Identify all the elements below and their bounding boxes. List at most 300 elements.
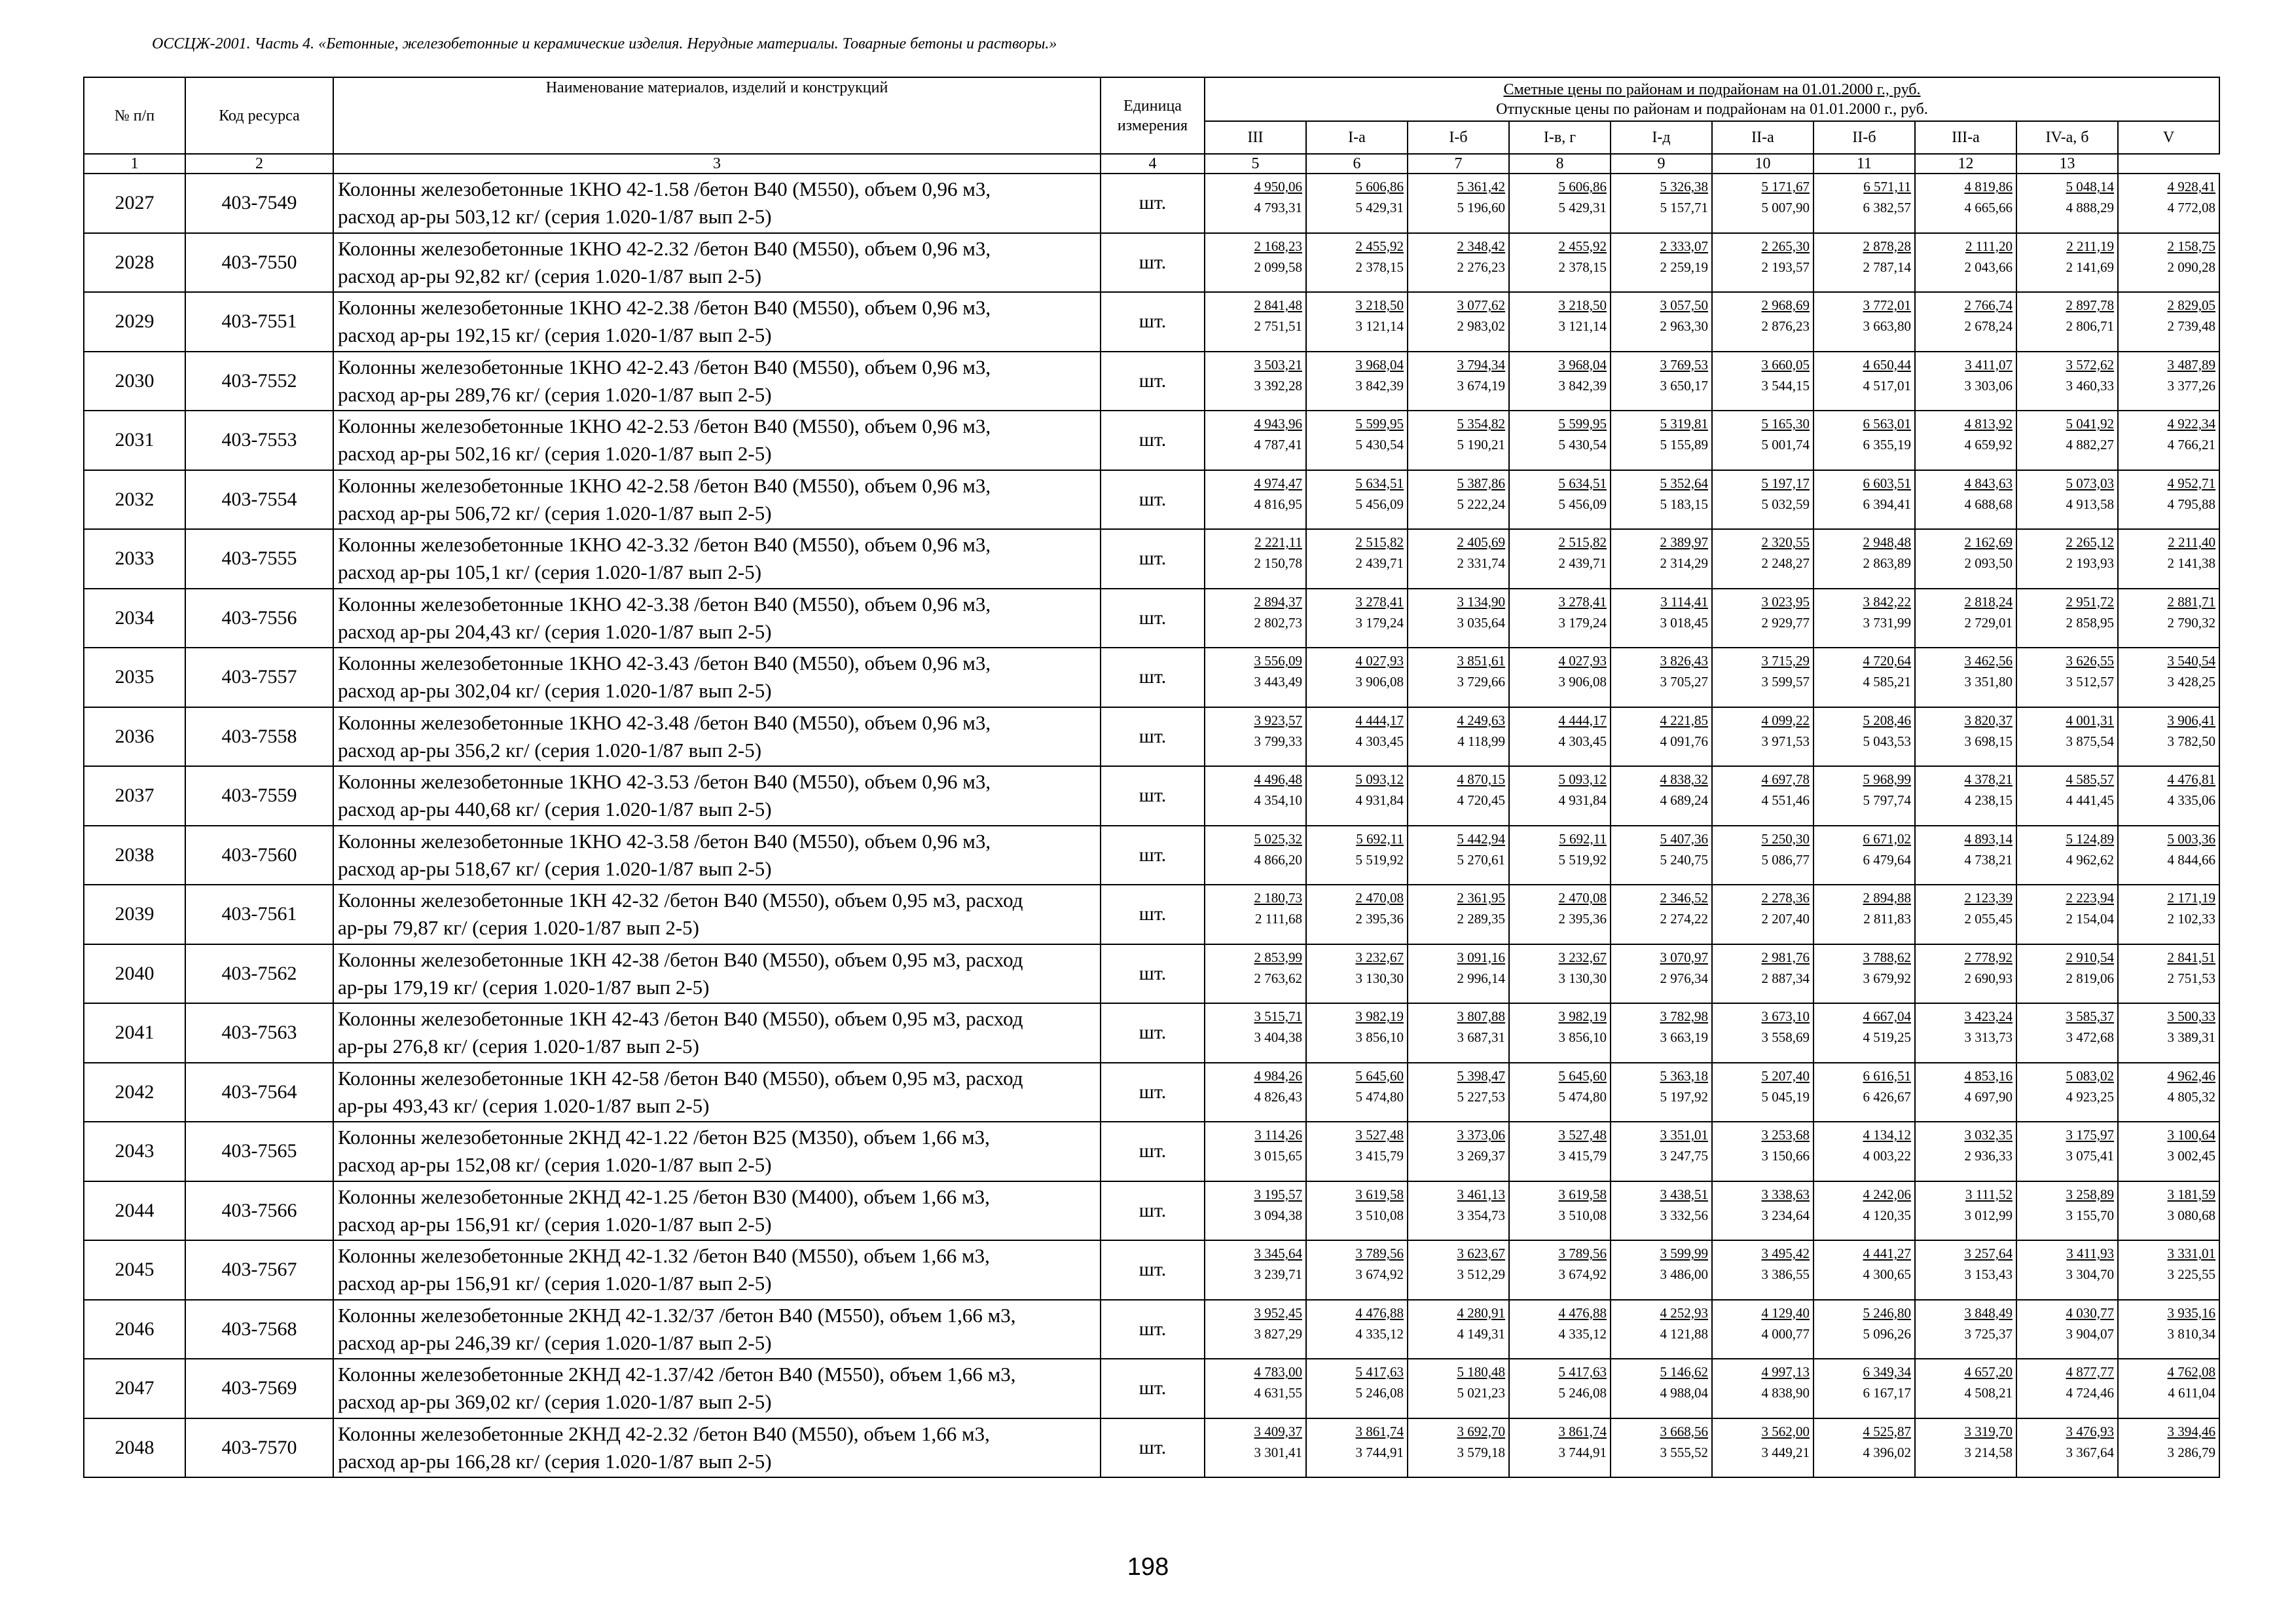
material-name-line2: расход ар-ры 246,39 кг/ (серия 1.020-1/87 вып 2-5) <box>338 1331 772 1354</box>
estimate-price: 4 762,08 <box>2167 1364 2215 1380</box>
resource-code: 403-7564 <box>185 1063 333 1122</box>
release-price: 2 395,36 <box>1558 911 1607 927</box>
price-cell <box>2118 1063 2219 1122</box>
release-price: 2 976,34 <box>1660 970 1708 986</box>
price-cell <box>1611 944 1712 1004</box>
price-cell <box>1611 885 1712 944</box>
estimate-price: 5 003,36 <box>2167 830 2215 847</box>
estimate-price: 2 766,74 <box>1964 297 2013 313</box>
estimate-price: 3 175,97 <box>2066 1127 2114 1143</box>
material-name <box>333 292 1101 352</box>
release-price: 3 130,30 <box>1558 970 1607 986</box>
price-cell <box>1205 1418 1306 1478</box>
material-name <box>333 174 1101 233</box>
column-index: 12 <box>1915 154 2016 174</box>
price-cell <box>2016 648 2118 707</box>
resource-code: 403-7559 <box>185 766 333 826</box>
estimate-price: 2 265,12 <box>2066 534 2114 550</box>
price-cell <box>1712 1359 1813 1418</box>
resource-code: 403-7565 <box>185 1122 333 1181</box>
estimate-price: 5 606,86 <box>1355 179 1404 194</box>
price-cell <box>1915 292 2016 352</box>
estimate-price: 3 331,01 <box>2167 1246 2215 1261</box>
release-price: 4 931,84 <box>1355 792 1404 808</box>
release-price: 2 929,77 <box>1761 614 1810 631</box>
release-price: 2 787,14 <box>1863 259 1911 275</box>
release-price: 3 729,66 <box>1457 674 1505 690</box>
estimate-price: 2 470,08 <box>1355 890 1404 906</box>
price-cell <box>1509 1003 1611 1063</box>
resource-code: 403-7550 <box>185 233 333 293</box>
release-price: 3 650,17 <box>1660 377 1708 394</box>
price-cell <box>1611 1418 1712 1478</box>
resource-code: 403-7561 <box>185 885 333 944</box>
table-row <box>84 529 2219 589</box>
release-price: 5 183,15 <box>1660 496 1708 512</box>
estimate-price: 5 968,99 <box>1863 771 1911 787</box>
material-name <box>333 1003 1101 1063</box>
price-cell <box>1712 1418 1813 1478</box>
estimate-price: 2 389,97 <box>1660 534 1708 550</box>
price-cell <box>1813 589 1915 648</box>
header-no: № п/п <box>84 77 185 154</box>
price-cell <box>1611 1122 1712 1181</box>
release-price: 3 512,57 <box>2066 674 2114 690</box>
table-row <box>84 1181 2219 1241</box>
estimate-price: 4 444,17 <box>1558 712 1607 728</box>
estimate-price: 5 692,11 <box>1559 830 1607 847</box>
price-cell <box>1408 944 1509 1004</box>
release-price: 5 196,60 <box>1457 200 1505 215</box>
release-price: 2 093,50 <box>1964 555 2013 571</box>
column-index: 6 <box>1306 154 1408 174</box>
price-cell <box>1915 707 2016 767</box>
estimate-price: 5 417,63 <box>1355 1364 1404 1380</box>
price-cell <box>1712 470 1813 530</box>
price-cell <box>1205 707 1306 767</box>
release-price: 3 472,68 <box>2066 1029 2114 1045</box>
price-cell <box>1915 470 2016 530</box>
estimate-price: 5 417,63 <box>1558 1364 1607 1380</box>
release-price: 3 392,28 <box>1254 377 1302 394</box>
price-cell <box>2016 1240 2118 1300</box>
release-price: 4 335,06 <box>2167 792 2215 808</box>
estimate-price: 2 910,54 <box>2066 949 2114 965</box>
release-price: 2 154,04 <box>2066 911 2114 927</box>
price-cell <box>2016 233 2118 293</box>
price-cell <box>1205 1122 1306 1181</box>
release-price: 3 460,33 <box>2066 377 2114 394</box>
price-cell <box>2016 766 2118 826</box>
price-cell <box>2016 826 2118 885</box>
material-name-line1: Колонны железобетонные 1КНО 42-3.53 /бетон В40 (М550), объем 0,96 м3, <box>338 770 991 794</box>
price-cell <box>1408 292 1509 352</box>
material-name-line1: Колонны железобетонные 2КНД 42-1.32/37 /бетон В40 (М550), объем 1,66 м3, <box>338 1303 1016 1327</box>
material-name <box>333 233 1101 293</box>
price-cell <box>1712 944 1813 1004</box>
price-cell <box>1408 1359 1509 1418</box>
price-cell <box>1813 529 1915 589</box>
release-price: 3 544,15 <box>1761 377 1810 394</box>
release-price: 3 404,38 <box>1254 1029 1302 1045</box>
release-price: 3 510,08 <box>1558 1207 1607 1223</box>
release-price: 2 739,48 <box>2167 318 2215 334</box>
estimate-price: 3 232,67 <box>1558 949 1607 965</box>
estimate-price: 3 438,51 <box>1660 1186 1708 1202</box>
release-price: 2 043,66 <box>1964 259 2013 275</box>
release-price: 3 904,07 <box>2066 1325 2114 1342</box>
region-header: II-б <box>1813 121 1915 154</box>
estimate-price: 4 720,64 <box>1863 653 1911 669</box>
estimate-price: 3 585,37 <box>2066 1008 2114 1024</box>
release-price: 2 811,83 <box>1863 911 1911 927</box>
price-cell <box>2118 766 2219 826</box>
estimate-price: 6 603,51 <box>1863 475 1911 491</box>
material-name-line2: ар-ры 79,87 кг/ (серия 1.020-1/87 вып 2-5) <box>338 916 700 940</box>
release-price: 4 805,32 <box>2167 1088 2215 1105</box>
release-price: 3 856,10 <box>1355 1029 1404 1045</box>
price-cell <box>1509 1122 1611 1181</box>
release-price: 3 744,91 <box>1355 1444 1404 1460</box>
price-cell <box>1306 1300 1408 1359</box>
estimate-price: 2 320,55 <box>1761 534 1810 550</box>
unit: шт. <box>1101 885 1205 944</box>
estimate-price: 3 500,33 <box>2167 1008 2215 1024</box>
release-price: 3 012,99 <box>1964 1207 2013 1223</box>
table-row <box>84 766 2219 826</box>
release-price: 4 738,21 <box>1964 851 2013 868</box>
resource-code: 403-7553 <box>185 411 333 470</box>
estimate-price: 6 616,51 <box>1863 1067 1911 1084</box>
release-price: 3 512,29 <box>1457 1266 1505 1282</box>
material-name-line2: расход ар-ры 166,28 кг/ (серия 1.020-1/87 вып 2-5) <box>338 1449 772 1473</box>
price-cell <box>1205 352 1306 411</box>
table-row <box>84 1122 2219 1181</box>
estimate-price: 3 373,06 <box>1457 1127 1505 1143</box>
table-row <box>84 1003 2219 1063</box>
unit: шт. <box>1101 1003 1205 1063</box>
estimate-price: 2 829,05 <box>2167 297 2215 313</box>
estimate-price: 4 001,31 <box>2066 712 2114 728</box>
material-name-line1: Колонны железобетонные 1КНО 42-2.38 /бетон В40 (М550), объем 0,96 м3, <box>338 296 991 320</box>
estimate-price: 2 346,52 <box>1660 890 1708 906</box>
price-cell <box>1205 1063 1306 1122</box>
price-cell <box>1813 1063 1915 1122</box>
estimate-price: 3 861,74 <box>1558 1423 1607 1439</box>
release-price: 4 003,22 <box>1863 1148 1911 1164</box>
region-header: I-б <box>1408 121 1509 154</box>
material-name-line1: Колонны железобетонные 1КНО 42-2.53 /бетон В40 (М550), объем 0,96 м3, <box>338 415 991 438</box>
release-price: 3 094,38 <box>1254 1207 1302 1223</box>
table-row <box>84 1418 2219 1478</box>
table-row <box>84 352 2219 411</box>
resource-code: 403-7554 <box>185 470 333 530</box>
release-price: 4 300,65 <box>1863 1266 1911 1282</box>
price-cell <box>1611 174 1712 233</box>
release-price: 4 118,99 <box>1457 733 1505 749</box>
price-cell <box>2016 470 2118 530</box>
release-price: 2 141,38 <box>2167 555 2215 571</box>
table-row <box>84 826 2219 885</box>
material-name <box>333 648 1101 707</box>
unit: шт. <box>1101 174 1205 233</box>
estimate-price: 4 476,81 <box>2167 771 2215 787</box>
estimate-price: 4 252,93 <box>1660 1304 1708 1321</box>
region-header: III-а <box>1915 121 2016 154</box>
price-cell <box>1408 529 1509 589</box>
release-price: 3 674,92 <box>1355 1266 1404 1282</box>
header-prices-estimate: Сметные цены по районам и подрайонам на 01.01.2000 г., руб. <box>1503 81 1921 98</box>
resource-code: 403-7556 <box>185 589 333 648</box>
estimate-price: 3 487,89 <box>2167 356 2215 373</box>
estimate-price: 3 495,42 <box>1761 1246 1810 1261</box>
estimate-price: 4 134,12 <box>1863 1127 1911 1143</box>
release-price: 2 055,45 <box>1964 911 2013 927</box>
material-name-line1: Колонны железобетонные 2КНД 42-2.32 /бетон В40 (М550), объем 1,66 м3, <box>338 1422 990 1445</box>
estimate-price: 4 525,87 <box>1863 1423 1911 1439</box>
estimate-price: 2 841,48 <box>1254 297 1302 313</box>
estimate-price: 2 968,69 <box>1761 297 1810 313</box>
price-cell <box>1611 411 1712 470</box>
release-price: 3 301,41 <box>1254 1444 1302 1460</box>
header-row <box>84 77 2219 121</box>
estimate-price: 3 411,07 <box>1965 356 2013 373</box>
price-cell <box>2118 589 2219 648</box>
estimate-price: 5 407,36 <box>1660 830 1708 847</box>
estimate-price: 3 782,98 <box>1660 1008 1708 1024</box>
material-name <box>333 826 1101 885</box>
release-price: 3 239,71 <box>1254 1266 1302 1282</box>
price-cell <box>2118 707 2219 767</box>
price-cell <box>1205 1003 1306 1063</box>
row-number: 2046 <box>84 1300 185 1359</box>
estimate-price: 3 952,45 <box>1254 1304 1302 1321</box>
price-cell <box>1408 352 1509 411</box>
table-row <box>84 411 2219 470</box>
price-cell <box>1306 944 1408 1004</box>
release-price: 3 744,91 <box>1558 1444 1607 1460</box>
unit: шт. <box>1101 826 1205 885</box>
release-price: 5 190,21 <box>1457 437 1505 452</box>
release-price: 3 351,80 <box>1964 674 2013 690</box>
resource-code: 403-7558 <box>185 707 333 767</box>
header-name: Наименование материалов, изделий и конструкций <box>333 77 1101 154</box>
estimate-price: 3 572,62 <box>2066 356 2114 373</box>
material-name <box>333 944 1101 1004</box>
estimate-price: 2 470,08 <box>1558 890 1607 906</box>
estimate-price: 3 562,00 <box>1761 1423 1810 1439</box>
price-cell <box>1408 233 1509 293</box>
material-name-line1: Колонны железобетонные 2КНД 42-1.22 /бетон В25 (М350), объем 1,66 м3, <box>338 1126 990 1149</box>
estimate-price: 4 242,06 <box>1863 1186 1911 1202</box>
price-cell <box>1915 1418 2016 1478</box>
price-cell <box>1306 529 1408 589</box>
price-cell <box>1408 174 1509 233</box>
estimate-price: 3 935,16 <box>2167 1304 2215 1321</box>
estimate-price: 3 540,54 <box>2167 653 2215 669</box>
release-price: 4 000,77 <box>1761 1325 1810 1342</box>
estimate-price: 2 951,72 <box>2066 593 2114 610</box>
release-price: 4 923,25 <box>2066 1088 2114 1105</box>
price-cell <box>2118 470 2219 530</box>
release-price: 5 032,59 <box>1761 496 1810 512</box>
release-price: 5 155,89 <box>1660 437 1708 452</box>
price-cell <box>1205 885 1306 944</box>
release-price: 4 772,08 <box>2167 200 2215 215</box>
unit: шт. <box>1101 233 1205 293</box>
release-price: 5 001,74 <box>1761 437 1810 452</box>
estimate-price: 4 476,88 <box>1355 1304 1404 1321</box>
release-price: 5 021,23 <box>1457 1385 1505 1401</box>
estimate-price: 4 997,13 <box>1761 1364 1810 1380</box>
release-price: 2 729,01 <box>1964 614 2013 631</box>
estimate-price: 2 981,76 <box>1761 949 1810 965</box>
estimate-price: 2 123,39 <box>1964 890 2013 906</box>
price-cell <box>2016 885 2118 944</box>
release-price: 2 996,14 <box>1457 970 1505 986</box>
price-cell <box>1813 411 1915 470</box>
estimate-price: 3 527,48 <box>1558 1127 1607 1143</box>
release-price: 5 429,31 <box>1558 200 1607 215</box>
row-number: 2043 <box>84 1122 185 1181</box>
price-cell <box>1306 885 1408 944</box>
release-price: 3 286,79 <box>2167 1444 2215 1460</box>
estimate-price: 4 496,48 <box>1254 771 1302 787</box>
estimate-price: 2 168,23 <box>1254 238 1302 254</box>
estimate-price: 5 634,51 <box>1558 475 1607 491</box>
release-price: 3 971,53 <box>1761 733 1810 749</box>
estimate-price: 4 249,63 <box>1457 712 1505 728</box>
price-cell <box>2016 1300 2118 1359</box>
estimate-price: 3 660,05 <box>1761 356 1810 373</box>
estimate-price: 6 571,11 <box>1863 179 1911 194</box>
estimate-price: 5 146,62 <box>1660 1364 1708 1380</box>
table-row <box>84 470 2219 530</box>
release-price: 2 936,33 <box>1964 1148 2013 1164</box>
table-row <box>84 1240 2219 1300</box>
estimate-price: 3 278,41 <box>1355 593 1404 610</box>
release-price: 3 842,39 <box>1355 377 1404 394</box>
release-price: 2 763,62 <box>1254 970 1302 986</box>
material-name <box>333 470 1101 530</box>
price-cell <box>1408 1003 1509 1063</box>
estimate-price: 3 772,01 <box>1863 297 1911 313</box>
price-cell <box>1611 470 1712 530</box>
estimate-price: 2 278,36 <box>1761 890 1810 906</box>
estimate-price: 3 338,63 <box>1761 1186 1810 1202</box>
release-price: 5 456,09 <box>1558 496 1607 512</box>
price-cell <box>1712 233 1813 293</box>
price-cell <box>1205 411 1306 470</box>
release-price: 3 367,64 <box>2066 1444 2114 1460</box>
estimate-price: 3 111,52 <box>1965 1186 2013 1202</box>
price-cell <box>2016 292 2118 352</box>
price-cell <box>1306 1359 1408 1418</box>
price-cell <box>1712 707 1813 767</box>
release-price: 5 086,77 <box>1761 851 1810 868</box>
price-cell <box>2118 1359 2219 1418</box>
estimate-price: 4 962,46 <box>2167 1067 2215 1084</box>
unit: шт. <box>1101 1359 1205 1418</box>
unit: шт. <box>1101 529 1205 589</box>
release-price: 3 121,14 <box>1558 318 1607 334</box>
price-cell <box>1611 826 1712 885</box>
unit: шт. <box>1101 1240 1205 1300</box>
material-name-line1: Колонны железобетонные 1КНО 42-2.43 /бетон В40 (М550), объем 0,96 м3, <box>338 355 991 378</box>
estimate-price: 2 897,78 <box>2066 297 2114 313</box>
row-number: 2035 <box>84 648 185 707</box>
material-name-line2: расход ар-ры 156,91 кг/ (серия 1.020-1/87 вып 2-5) <box>338 1272 772 1295</box>
estimate-price: 5 165,30 <box>1761 416 1810 432</box>
price-cell <box>1915 648 2016 707</box>
material-name-line2: расход ар-ры 503,12 кг/ (серия 1.020-1/87 вып 2-5) <box>338 205 772 229</box>
release-price: 2 395,36 <box>1355 911 1404 927</box>
unit: шт. <box>1101 589 1205 648</box>
release-price: 3 856,10 <box>1558 1029 1607 1045</box>
material-name-line1: Колонны железобетонные 1КН 42-32 /бетон В40 (М550), объем 0,95 м3, расход <box>338 889 1023 912</box>
release-price: 2 439,71 <box>1558 555 1607 571</box>
table-row <box>84 944 2219 1004</box>
material-name <box>333 1122 1101 1181</box>
release-price: 2 887,34 <box>1761 970 1810 986</box>
estimate-price: 2 778,92 <box>1964 949 2013 965</box>
release-price: 2 678,24 <box>1964 318 2013 334</box>
price-cell <box>1306 292 1408 352</box>
estimate-price: 4 974,47 <box>1254 475 1302 491</box>
row-number: 2032 <box>84 470 185 530</box>
material-name <box>333 1181 1101 1241</box>
price-cell <box>1813 707 1915 767</box>
estimate-price: 3 906,41 <box>2167 712 2215 728</box>
release-price: 2 378,15 <box>1558 259 1607 275</box>
estimate-price: 2 948,48 <box>1863 534 1911 550</box>
price-cell <box>1306 1003 1408 1063</box>
estimate-price: 2 211,40 <box>2168 534 2215 550</box>
price-cell <box>1306 233 1408 293</box>
release-price: 4 665,66 <box>1964 200 2013 215</box>
price-cell <box>1813 1240 1915 1300</box>
estimate-price: 3 032,35 <box>1964 1127 2013 1143</box>
material-name-line1: Колонны железобетонные 1КНО 42-3.48 /бетон В40 (М550), объем 0,96 м3, <box>338 710 991 734</box>
release-price: 5 519,92 <box>1355 851 1404 868</box>
price-cell <box>1915 589 2016 648</box>
release-price: 3 035,64 <box>1457 614 1505 631</box>
release-price: 5 043,53 <box>1863 733 1911 749</box>
release-price: 3 428,25 <box>2167 674 2215 690</box>
estimate-price: 4 129,40 <box>1761 1304 1810 1321</box>
price-cell <box>1509 1063 1611 1122</box>
release-price: 2 193,93 <box>2066 555 2114 571</box>
price-cell <box>1205 944 1306 1004</box>
unit: шт. <box>1101 292 1205 352</box>
estimate-price: 4 280,91 <box>1457 1304 1505 1321</box>
estimate-price: 4 943,96 <box>1254 416 1302 432</box>
material-name-line2: расход ар-ры 204,43 кг/ (серия 1.020-1/87 вып 2-5) <box>338 619 772 643</box>
material-name <box>333 885 1101 944</box>
price-cell <box>1712 589 1813 648</box>
release-price: 3 153,43 <box>1964 1266 2013 1282</box>
price-cell <box>1712 1240 1813 1300</box>
row-number: 2038 <box>84 826 185 885</box>
release-price: 3 599,57 <box>1761 674 1810 690</box>
price-cell <box>1915 1063 2016 1122</box>
header-unit: Единица измерения <box>1101 77 1205 154</box>
release-price: 2 102,33 <box>2167 911 2215 927</box>
material-name <box>333 1240 1101 1300</box>
price-cell <box>1509 589 1611 648</box>
release-price: 3 150,66 <box>1761 1148 1810 1164</box>
material-name-line2: расход ар-ры 156,91 кг/ (серия 1.020-1/87 вып 2-5) <box>338 1212 772 1236</box>
